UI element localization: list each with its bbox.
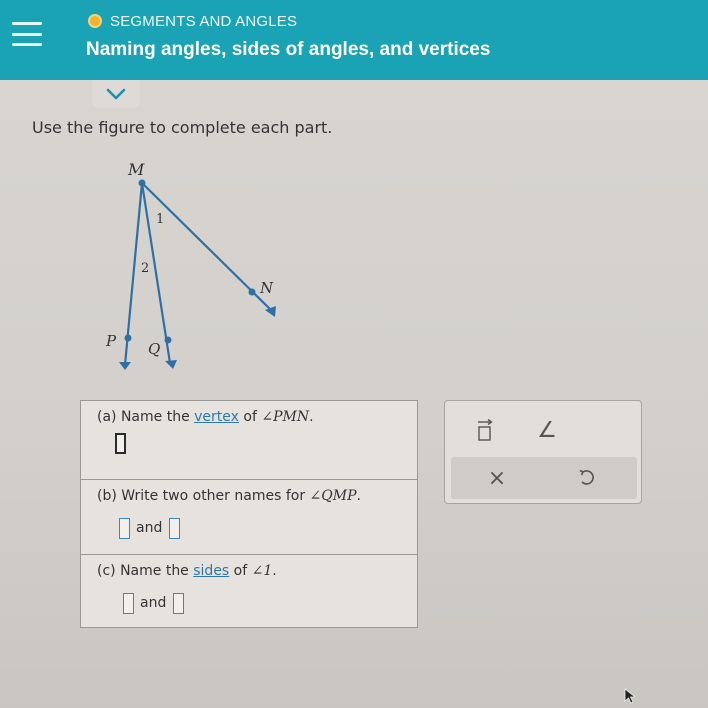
chevron-down-icon xyxy=(105,87,127,101)
label-angle-1: 1 xyxy=(156,212,165,227)
menu-icon[interactable] xyxy=(12,22,42,46)
answer-c2-input[interactable] xyxy=(173,593,184,614)
label-angle-2: 2 xyxy=(141,261,150,276)
and-text-b: and xyxy=(136,520,163,536)
question-panel xyxy=(80,400,418,628)
label-M: M xyxy=(128,160,145,179)
ray-button[interactable] xyxy=(467,413,503,447)
header-bar xyxy=(0,0,708,80)
question-b xyxy=(81,480,417,555)
question-c-text: (c) Name the sides of ∠1. xyxy=(97,563,277,579)
label-Q: Q xyxy=(148,340,161,358)
clear-button[interactable]: × xyxy=(487,465,507,491)
answer-c1-input[interactable] xyxy=(123,593,134,614)
mouse-cursor-icon xyxy=(624,688,638,704)
topic-label: SEGMENTS AND ANGLES xyxy=(110,13,298,30)
vertex-link[interactable]: vertex xyxy=(194,409,239,425)
lesson-title: Naming angles, sides of angles, and vertices xyxy=(86,39,491,60)
answer-b1-input[interactable] xyxy=(119,518,130,539)
expand-button[interactable] xyxy=(92,80,140,108)
sides-link[interactable]: sides xyxy=(193,563,230,579)
topic-status-dot xyxy=(88,14,102,28)
math-palette xyxy=(444,400,642,504)
question-a xyxy=(81,401,417,480)
angle-button[interactable]: ∠ xyxy=(537,417,557,443)
question-a-text: (a) Name the vertex of ∠PMN. xyxy=(97,409,314,425)
question-b-text: (b) Write two other names for ∠QMP. xyxy=(97,488,361,504)
ray-icon xyxy=(475,418,495,442)
answer-b2-input[interactable] xyxy=(169,518,180,539)
and-text-c: and xyxy=(140,595,167,611)
label-P: P xyxy=(106,332,117,350)
undo-button[interactable] xyxy=(569,461,605,495)
label-N: N xyxy=(260,279,274,297)
instruction-text: Use the figure to complete each part. xyxy=(32,118,333,137)
angle-figure xyxy=(88,150,308,380)
undo-icon xyxy=(577,468,597,488)
question-c xyxy=(81,555,417,627)
answer-a-input[interactable] xyxy=(115,433,126,454)
